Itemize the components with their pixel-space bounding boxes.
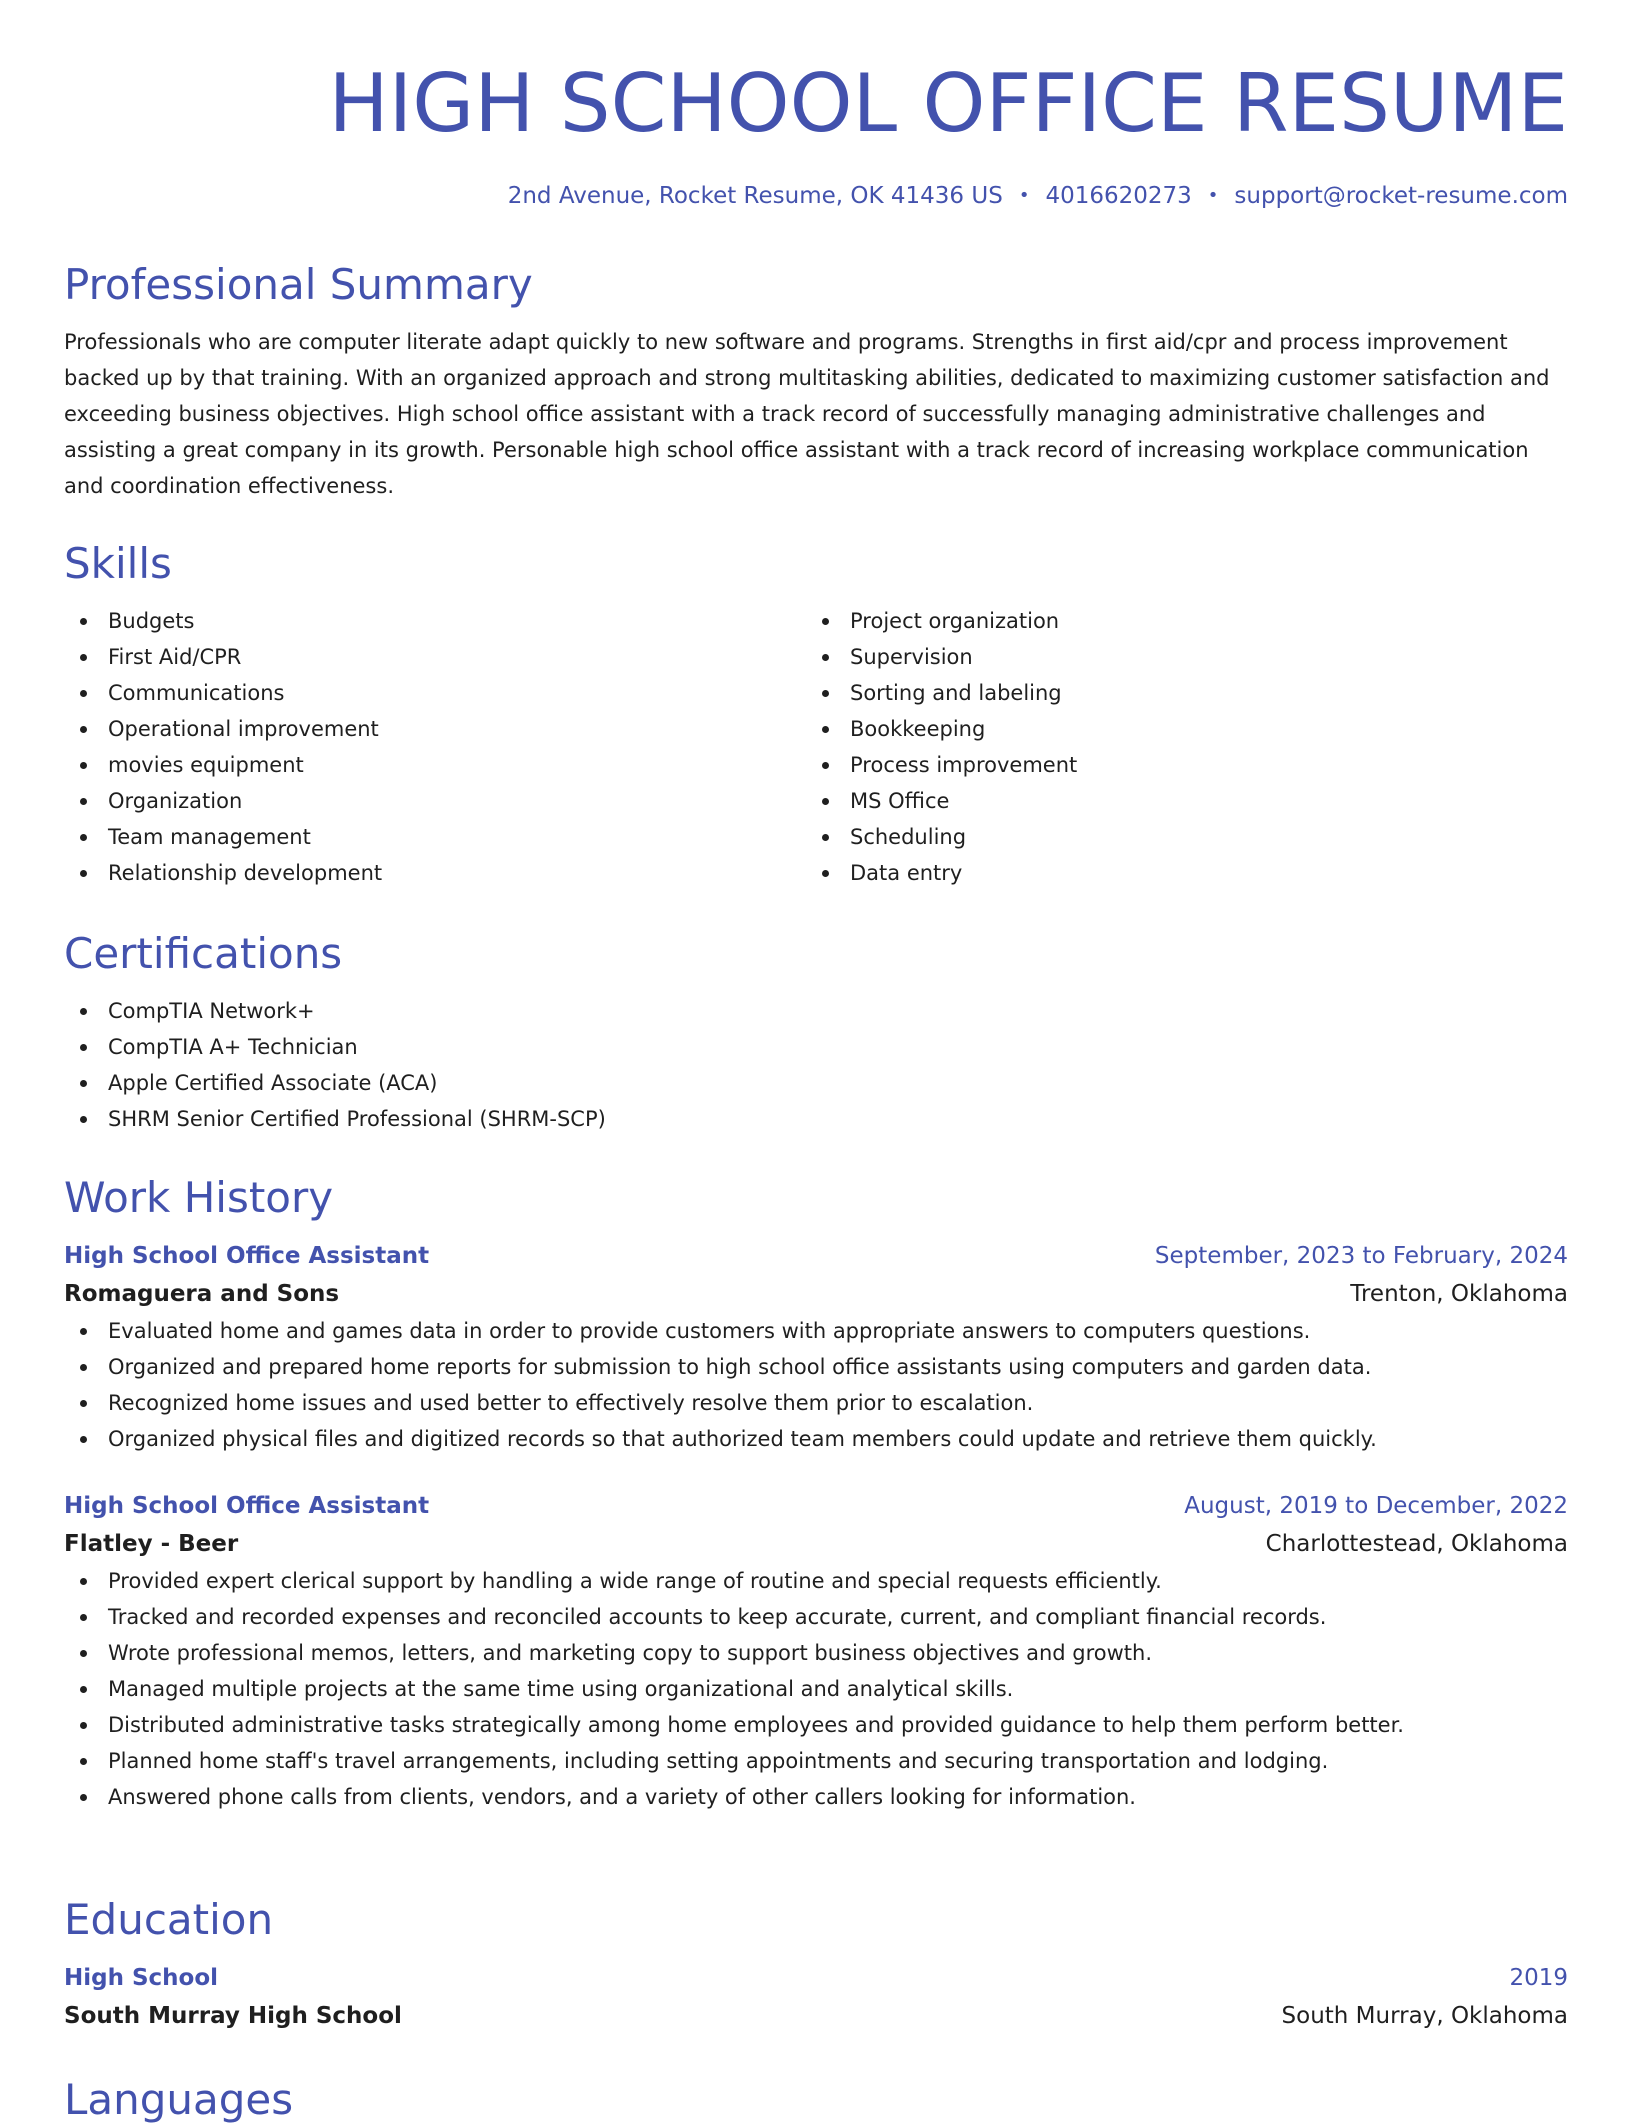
education-section	[64, 1893, 1568, 2035]
job-dates: August, 2019 to December, 2022	[1184, 1493, 1568, 1519]
contact-separator: •	[1207, 185, 1219, 206]
education-heading: Education	[64, 1895, 274, 1944]
job-bullet: Recognized home issues and used better to effectively resolve them prior to escalation.	[64, 1385, 1568, 1421]
education-school: South Murray High School	[64, 2003, 402, 2029]
skill-item: Budgets	[64, 603, 806, 639]
contact-address: 2nd Avenue, Rocket Resume, OK 41436 US	[507, 183, 1003, 209]
skill-item: Supervision	[806, 639, 1548, 675]
certifications-section	[64, 927, 1568, 1137]
job-entry	[64, 1487, 1568, 1815]
education-degree: High School	[64, 1965, 219, 1991]
summary-heading: Professional Summary	[64, 260, 533, 309]
education-entry	[64, 1959, 1568, 2035]
job-bullet: Answered phone calls from clients, vendors, and a variety of other callers looking for information.	[64, 1779, 1568, 1815]
job-company: Flatley - Beer	[64, 1531, 239, 1557]
skill-item: Organization	[64, 783, 806, 819]
skills-grid	[64, 603, 1568, 891]
job-bullet: Wrote professional memos, letters, and marketing copy to support business objectives and growth.	[64, 1635, 1568, 1671]
job-bullet-list	[64, 1313, 1568, 1457]
job-title: High School Office Assistant	[64, 1493, 430, 1519]
certification-item: CompTIA A+ Technician	[64, 1029, 1568, 1065]
job-header-row	[64, 1237, 1568, 1275]
resume-header	[64, 0, 1568, 212]
resume-page	[64, 0, 1568, 2124]
job-company-row	[64, 1275, 1568, 1313]
education-year: 2019	[1509, 1965, 1568, 1991]
summary-text: Professionals who are computer literate adapt quickly to new software and programs. Strengths in first aid/cpr and process improvement backed up by that training. With an organized approach and strong multitasking abilities, dedicated to maximizing customer satisfaction and exceeding business objectives. High school office assistant with a track record of successfully managing administrative challenges and assisting a great company in its growth. Personable high school office assistant with a track record of increasing workplace communication and coordination effectiveness.	[64, 330, 1550, 498]
work-section	[64, 1171, 1568, 1815]
certification-item: CompTIA Network+	[64, 993, 1568, 1029]
skill-item: Data entry	[806, 855, 1548, 891]
skills-list-left	[64, 603, 806, 891]
education-header-row	[64, 1959, 1568, 1997]
certifications-list	[64, 993, 1568, 1137]
skill-item: Process improvement	[806, 747, 1548, 783]
contact-line	[64, 180, 1568, 212]
certifications-heading: Certifications	[64, 929, 343, 978]
job-bullet: Organized physical files and digitized records so that authorized team members could update and retrieve them quickly.	[64, 1421, 1568, 1457]
skill-item: Team management	[64, 819, 806, 855]
skills-section	[64, 537, 1568, 891]
job-bullet: Organized and prepared home reports for submission to high school office assistants using computers and garden data.	[64, 1349, 1568, 1385]
job-bullet: Evaluated home and games data in order to provide customers with appropriate answers to computers questions.	[64, 1313, 1568, 1349]
job-bullet-list	[64, 1563, 1568, 1815]
skill-item: Operational improvement	[64, 711, 806, 747]
skills-list-right	[806, 603, 1548, 891]
certification-item: SHRM Senior Certified Professional (SHRM-SCP)	[64, 1101, 1568, 1137]
languages-heading: Languages	[64, 2075, 294, 2124]
job-bullet: Managed multiple projects at the same time using organizational and analytical skills.	[64, 1671, 1568, 1707]
contact-phone: 4016620273	[1045, 183, 1192, 209]
job-location: Trenton, Oklahoma	[1350, 1281, 1568, 1307]
contact-separator: •	[1018, 185, 1030, 206]
skill-item: movies equipment	[64, 747, 806, 783]
skill-item: Communications	[64, 675, 806, 711]
job-dates: September, 2023 to February, 2024	[1154, 1243, 1568, 1269]
education-location: South Murray, Oklahoma	[1281, 2003, 1568, 2029]
skill-item: Relationship development	[64, 855, 806, 891]
languages-section	[64, 2073, 1568, 2127]
work-heading: Work History	[64, 1173, 334, 1222]
education-school-row	[64, 1997, 1568, 2035]
skills-heading: Skills	[64, 539, 172, 588]
certification-item: Apple Certified Associate (ACA)	[64, 1065, 1568, 1101]
contact-email[interactable]: support@rocket-resume.com	[1234, 183, 1568, 209]
job-bullet: Tracked and recorded expenses and reconciled accounts to keep accurate, current, and compliant financial records.	[64, 1599, 1568, 1635]
job-entry	[64, 1237, 1568, 1457]
summary-section	[64, 258, 1568, 504]
job-bullet: Provided expert clerical support by handling a wide range of routine and special requests efficiently.	[64, 1563, 1568, 1599]
job-title: High School Office Assistant	[64, 1243, 430, 1269]
skill-item: Scheduling	[806, 819, 1548, 855]
job-bullet: Planned home staff's travel arrangements, including setting appointments and securing transportation and lodging.	[64, 1743, 1568, 1779]
skill-item: First Aid/CPR	[64, 639, 806, 675]
job-company: Romaguera and Sons	[64, 1281, 340, 1307]
job-location: Charlottestead, Oklahoma	[1265, 1531, 1568, 1557]
skill-item: MS Office	[806, 783, 1548, 819]
job-bullet: Distributed administrative tasks strategically among home employees and provided guidance to help them perform better.	[64, 1707, 1568, 1743]
skill-item: Sorting and labeling	[806, 675, 1548, 711]
skill-item: Project organization	[806, 603, 1548, 639]
job-header-row	[64, 1487, 1568, 1525]
job-company-row	[64, 1525, 1568, 1563]
skill-item: Bookkeeping	[806, 711, 1548, 747]
resume-title: HIGH SCHOOL OFFICE RESUME	[328, 57, 1568, 150]
